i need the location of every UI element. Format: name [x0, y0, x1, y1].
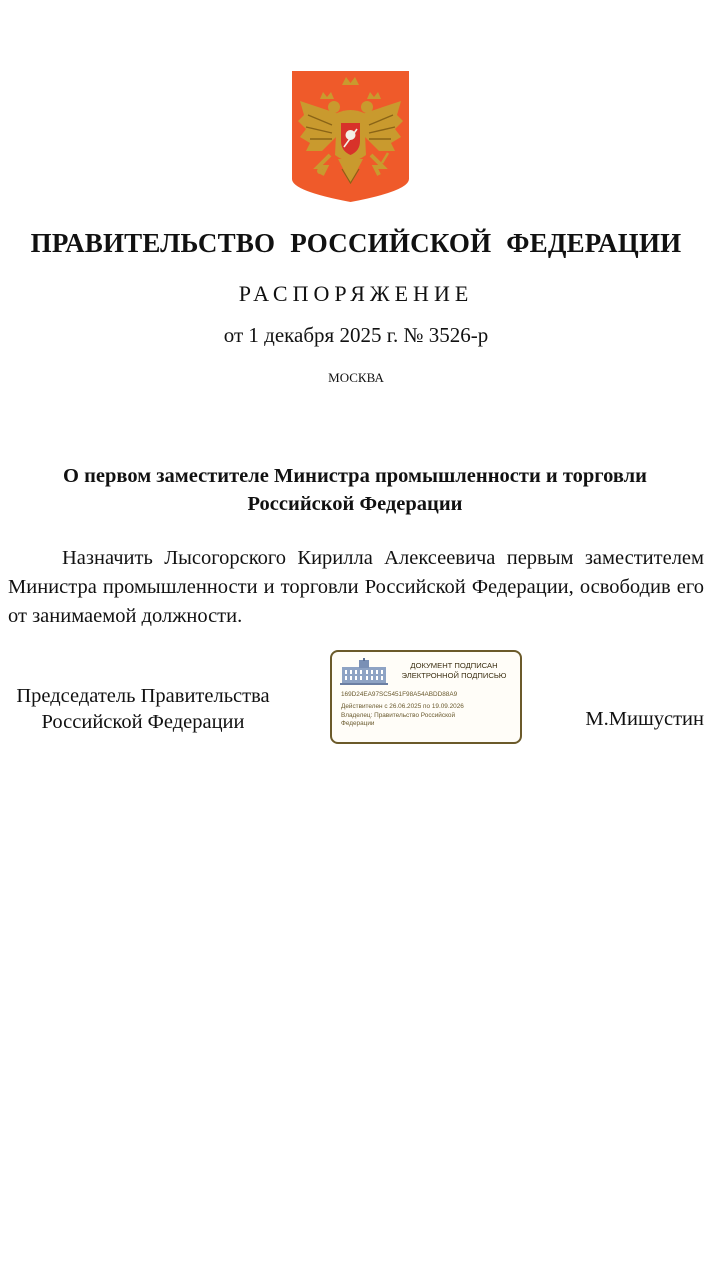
stamp-certificate: 169D24EA97SC5451F98A54ABDD88A9 — [341, 691, 458, 698]
signatory-position — [8, 683, 278, 735]
document-subject: О первом заместителе Министра промышленности и торговли Российской Федерации — [63, 465, 647, 515]
stamp-title-line1: ДОКУМЕНТ ПОДПИСАН — [410, 661, 498, 670]
stamp-owner-line2: Федерации — [341, 720, 375, 727]
government-building-icon — [340, 658, 388, 686]
document-body: Назначить Лысогорского Кирилла Алексеевича первым заместителем Министра промышленности и торговли Российской Федерации, освободив его от занимаемой должности. — [8, 547, 704, 627]
stamp-validity: Действителен с 26.06.2025 по 19.09.2026 — [341, 703, 464, 710]
stamp-title-line2: ЭЛЕКТРОННОЙ ПОДПИСЬЮ — [401, 671, 507, 680]
government-title: ПРАВИТЕЛЬСТВО РОССИЙСКОЙ ФЕДЕРАЦИИ — [30, 228, 682, 258]
stamp-owner-line1: Владелец: Правительство Российской — [341, 712, 456, 719]
document-date-number: от 1 декабря 2025 г. № 3526-р — [223, 323, 489, 347]
document-type: РАСПОРЯЖЕНИЕ — [238, 281, 474, 306]
signatory-position-line1: Председатель Правительства — [16, 685, 270, 707]
stamp-title — [392, 661, 516, 681]
electronic-signature-stamp — [330, 650, 522, 744]
signatory-position-line2: Российской Федерации — [41, 711, 245, 733]
signatory-name: М.Мишустин — [585, 708, 704, 730]
document-city: МОСКВА — [328, 370, 384, 385]
coat-of-arms-emblem — [292, 71, 409, 202]
